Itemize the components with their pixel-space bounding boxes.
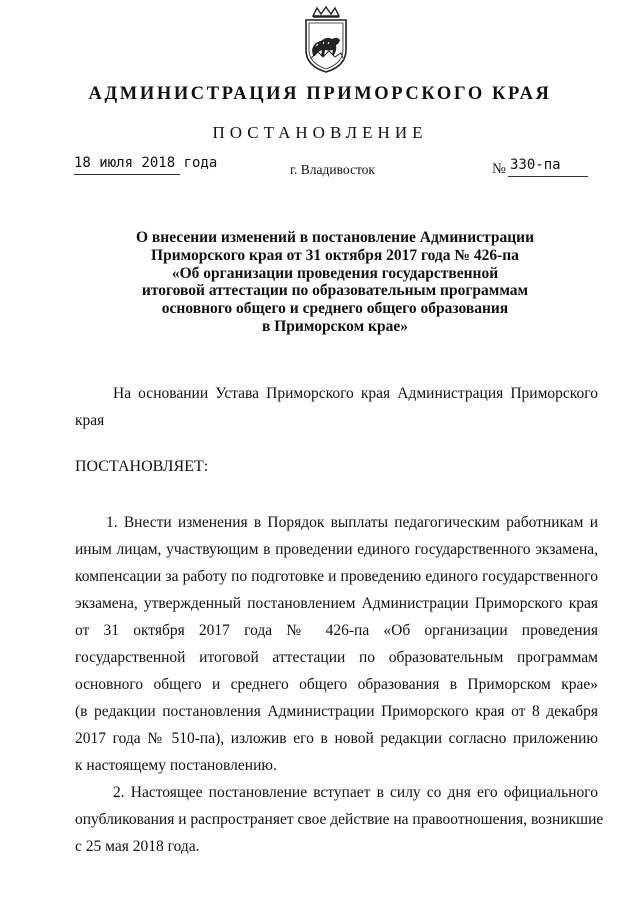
item1-line: к настоящему постановлению. (75, 757, 277, 774)
title-line: Приморского края от 31 октября 2017 года № 426-па (151, 246, 519, 264)
item1-line: компенсации за работу по подготовке и проведению единого государственного (75, 568, 598, 585)
title-line: основного общего и среднего общего образования (161, 300, 509, 318)
number-sign: № (492, 161, 506, 177)
basis-line: На основании Устава Приморского края Администрация Приморского (113, 385, 598, 402)
item1-line: иным лицам, участвующим в проведении единого государственного экзамена, (75, 541, 598, 558)
resolves-heading: ПОСТАНОВЛЯЕТ: (75, 458, 209, 475)
item1-line: основного общего и среднего общего образования в Приморском крае» (75, 676, 598, 693)
item1-line: государственной итоговой аттестации по образовательным программам (75, 649, 598, 666)
item1-line: (в редакции постановления Администрации Приморского края от 8 декабря (75, 703, 598, 720)
date-underline (74, 174, 180, 175)
document-type: ПОСТАНОВЛЕНИЕ (212, 123, 428, 142)
title-line: О внесении изменений в постановление Администрации (135, 229, 534, 246)
number-underline (508, 176, 588, 177)
title-line: «Об организации проведения государственной (171, 264, 499, 282)
item2-line: опубликования и распространяет свое действие на правоотношения, возникшие (75, 811, 604, 828)
item1-line: 2017 года № 510-па), изложив его в новой редакции согласно приложению (75, 730, 598, 747)
item1-line: от 31 октября 2017 года № 426-па «Об организации проведения (75, 622, 598, 639)
organization-name: АДМИНИСТРАЦИЯ ПРИМОРСКОГО КРАЯ (88, 84, 552, 104)
title-line: в Приморском крае» (261, 317, 408, 335)
title-line: итоговой аттестации по образовательным программам (141, 282, 529, 300)
basis-line: края (75, 412, 105, 429)
item1-line: 1. Внести изменения в Порядок выплаты педагогическим работникам и (106, 514, 598, 531)
item1-line: экзамена, утвержденный постановлением Администрации Приморского края (75, 595, 598, 612)
document-date: 18 июля 2018 года (74, 155, 218, 171)
document-city: г. Владивосток (290, 162, 375, 177)
item2-line: 2. Настоящее постановление вступает в силу со дня его официального (113, 784, 598, 801)
item2-line: с 25 мая 2018 года. (75, 838, 200, 855)
document-title (100, 229, 570, 336)
coat-of-arms-icon (299, 6, 353, 74)
document-number: 330-па (510, 157, 561, 173)
